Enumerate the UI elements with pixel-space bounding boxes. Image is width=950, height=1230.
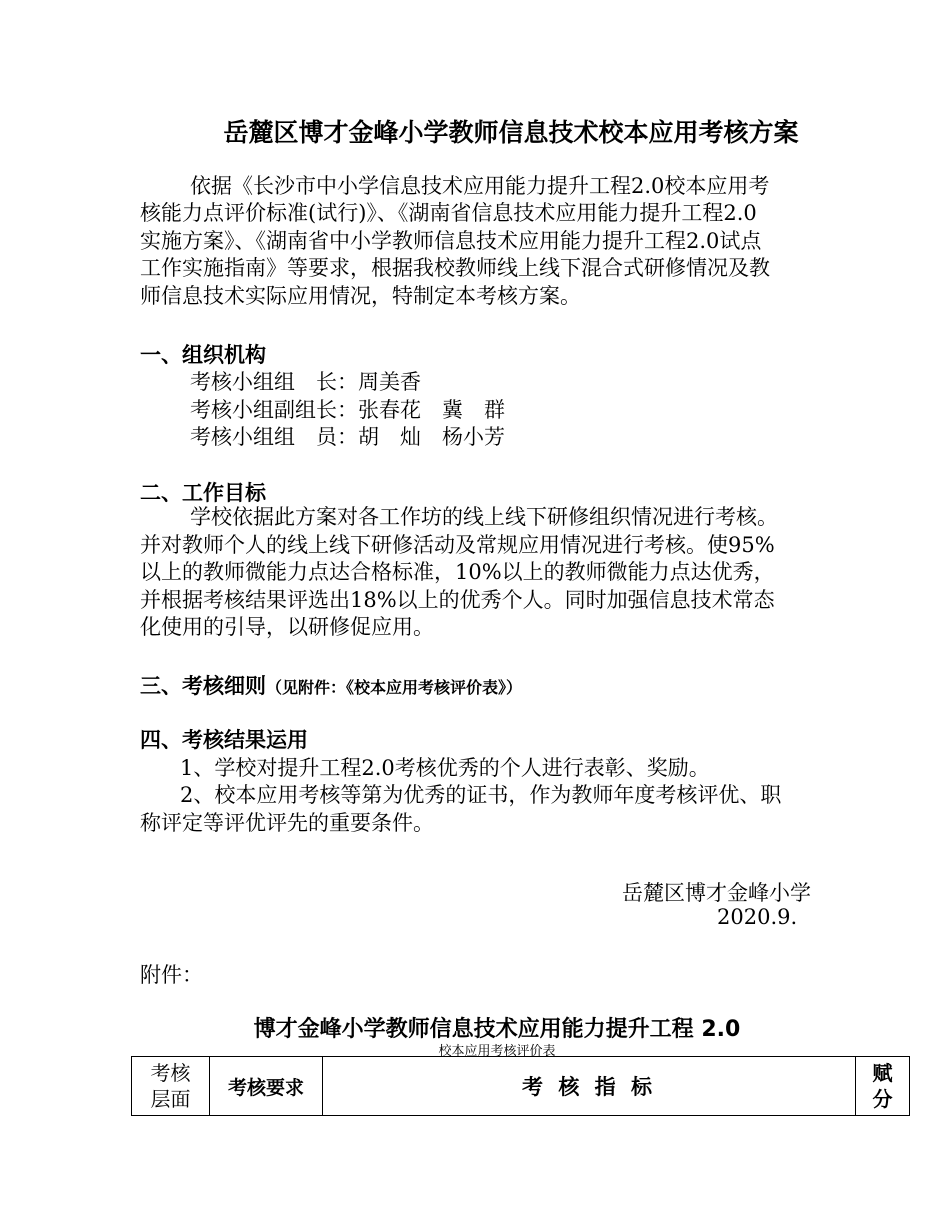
attachment-title: 博才金峰小学教师信息技术应用能力提升工程 2.0 (253, 1017, 741, 1042)
member-line: 考核小组组 员：胡 灿 杨小芳 (190, 425, 505, 449)
attachment-label: 附件： (140, 963, 203, 987)
goal-line: 并对教师个人的线上线下研修活动及常规应用情况进行考核。使95% (140, 533, 775, 557)
goal-line: 以上的教师微能力点达合格标准，10%以上的教师微能力点达优秀， (140, 560, 775, 584)
section-rules (140, 670, 522, 700)
section-heading: 一、组织机构 (140, 342, 266, 367)
evaluation-table (131, 1056, 910, 1116)
intro-line: 依据《长沙市中小学信息技术应用能力提升工程2.0校本应用考 (190, 174, 770, 198)
intro-line: 实施方案》、《湖南省中小学教师信息技术应用能力提升工程2.0试点 (140, 229, 762, 253)
goal-line: 化使用的引导，以研修促应用。 (140, 615, 434, 639)
signature-date: 2020.9. (717, 905, 798, 929)
intro-line: 核能力点评价标准(试行)》、《湖南省信息技术应用能力提升工程2.0 (140, 201, 757, 225)
result-line: 称评定等评优评先的重要条件。 (140, 811, 434, 835)
document-title: 岳麓区博才金峰小学教师信息技术校本应用考核方案 (223, 118, 799, 147)
goal-line: 学校依据此方案对各工作坊的线上线下研修组织情况进行考核。 (190, 505, 778, 529)
member-line: 考核小组副组长：张春花 冀 群 (190, 398, 505, 422)
header-level: 考核 层面 (132, 1057, 210, 1116)
attachment-subtitle: 校本应用考核评价表 (438, 1044, 556, 1059)
header-requirement: 考核要求 (210, 1057, 323, 1116)
member-line: 考核小组组 长：周美香 (190, 370, 421, 394)
intro-line: 师信息技术实际应用情况，特制定本考核方案。 (140, 284, 581, 308)
table-header-row (132, 1057, 910, 1116)
goal-line: 并根据考核结果评选出18%以上的优秀个人。同时加强信息技术常态 (140, 588, 775, 612)
result-line: 1、学校对提升工程2.0考核优秀的个人进行表彰、奖励。 (180, 756, 710, 780)
section-heading: 二、工作目标 (140, 480, 266, 505)
header-score: 赋 分 (856, 1057, 910, 1116)
header-indicator: 考 核 指 标 (323, 1057, 856, 1116)
section-heading: 三、考核细则 (140, 673, 266, 698)
result-line: 2、校本应用考核等第为优秀的证书，作为教师年度考核评优、职 (180, 783, 782, 807)
signature-school: 岳麓区博才金峰小学 (622, 881, 811, 905)
section-heading: 四、考核结果运用 (140, 727, 308, 752)
attachment-reference: （见附件：《校本应用考核评价表》） (266, 678, 523, 697)
intro-line: 工作实施指南》等要求，根据我校教师线上线下混合式研修情况及教 (140, 256, 770, 280)
